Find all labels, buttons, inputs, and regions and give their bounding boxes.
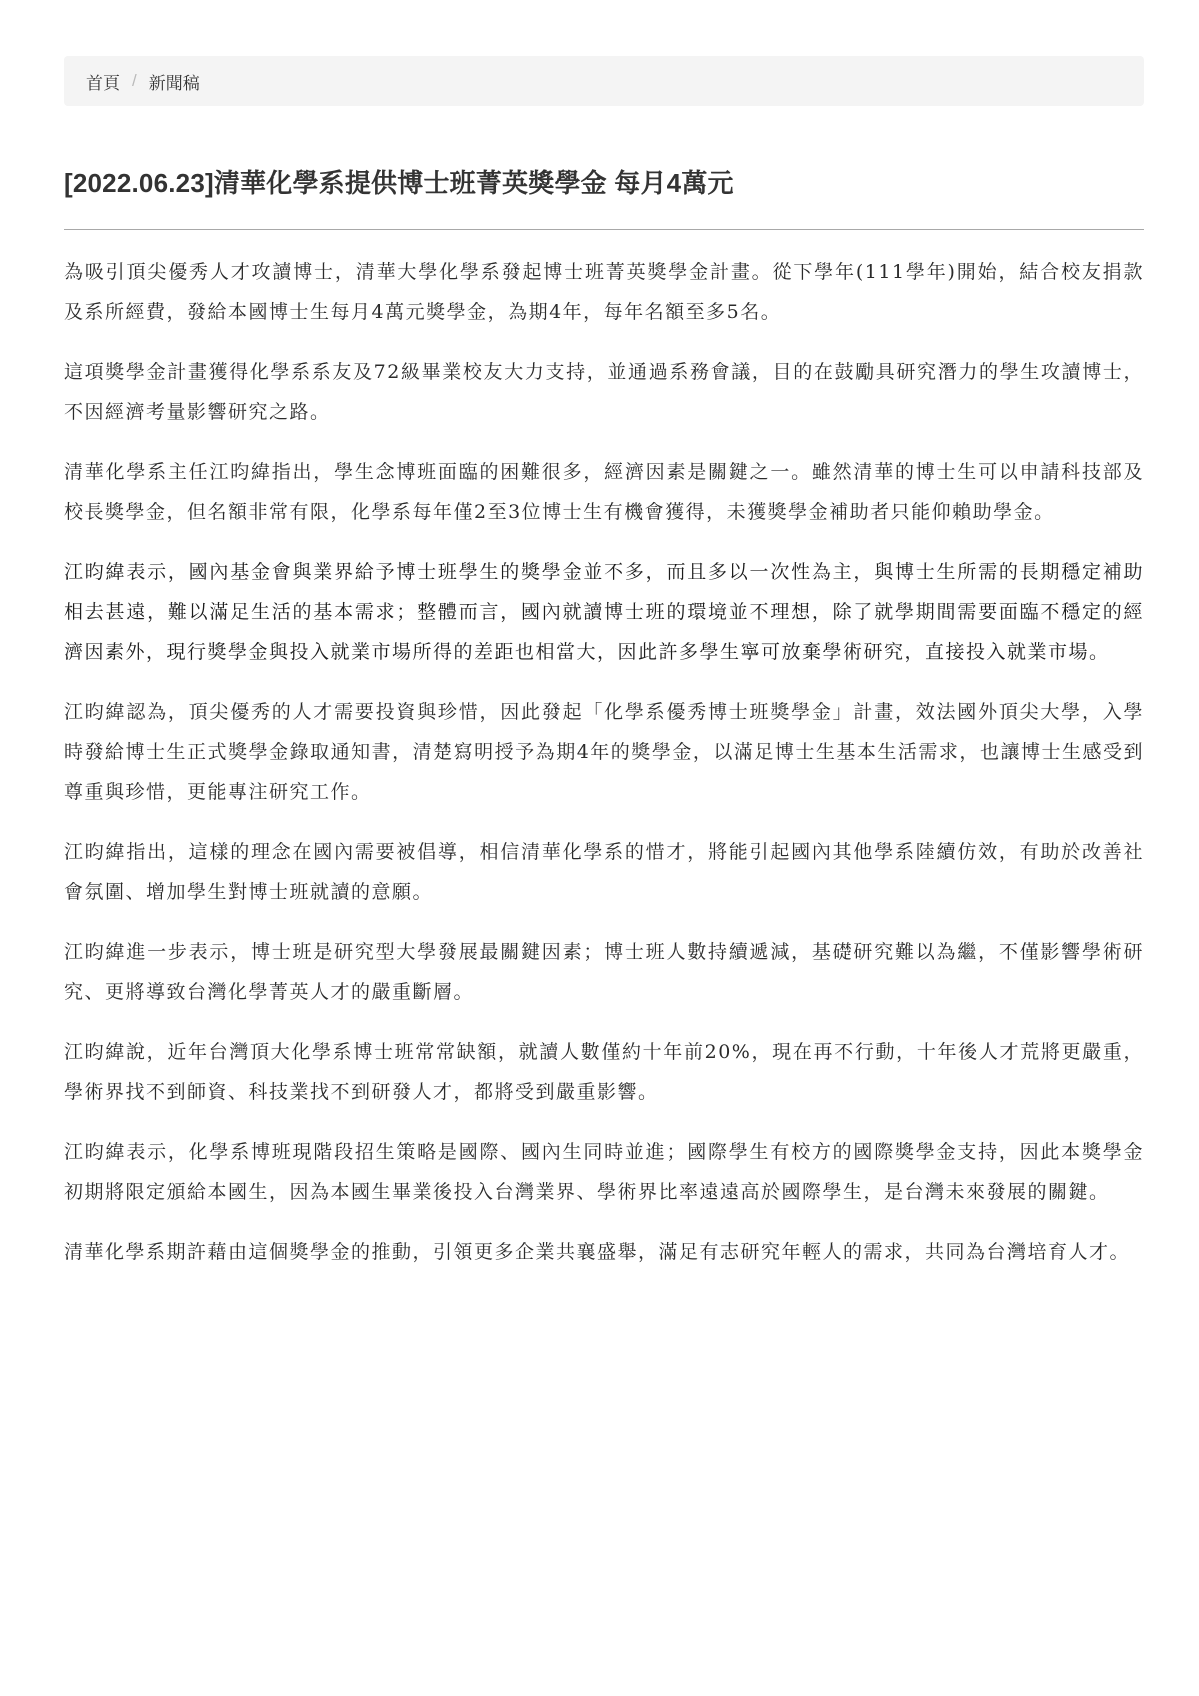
article-paragraph: 清華化學系期許藉由這個獎學金的推動，引領更多企業共襄盛舉，滿足有志研究年輕人的需求，共同為台灣培育人才。 xyxy=(64,1241,1131,1263)
article-paragraph: 江昀緯指出，這樣的理念在國內需要被倡導，相信清華化學系的惜才，將能引起國內其他學系陸續仿效，有助於改善社會氛圍、增加學生對博士班就讀的意願。 xyxy=(64,841,1144,903)
article-paragraph: 這項獎學金計畫獲得化學系系友及72級畢業校友大力支持，並通過系務會議，目的在鼓勵具研究潛力的學生攻讀博士，不因經濟考量影響研究之路。 xyxy=(64,361,1144,423)
page-title: [2022.06.23]清華化學系提供博士班菁英獎學金 每月4萬元 xyxy=(64,168,734,198)
breadcrumb-current: 新聞稿 xyxy=(148,73,200,93)
article-paragraph: 為吸引頂尖優秀人才攻讀博士，清華大學化學系發起博士班菁英獎學金計畫。從下學年(111學年)開始，結合校友捐款及系所經費，發給本國博士生每月4萬元獎學金，為期4年，每年名額至多5名。 xyxy=(64,261,1144,323)
article-paragraph: 江昀緯說，近年台灣頂大化學系博士班常常缺額，就讀人數僅約十年前20%，現在再不行動，十年後人才荒將更嚴重，學術界找不到師資、科技業找不到研發人才，都將受到嚴重影響。 xyxy=(64,1041,1144,1103)
article-body xyxy=(64,252,1144,1272)
article-paragraph: 清華化學系主任江昀緯指出，學生念博班面臨的困難很多，經濟因素是關鍵之一。雖然清華的博士生可以申請科技部及校長獎學金，但名額非常有限，化學系每年僅2至3位博士生有機會獲得，未獲獎學金補助者只能仰賴助學金。 xyxy=(64,461,1144,523)
article-paragraph: 江昀緯認為，頂尖優秀的人才需要投資與珍惜，因此發起「化學系優秀博士班獎學金」計畫，效法國外頂尖大學，入學時發給博士生正式獎學金錄取通知書，清楚寫明授予為期4年的獎學金，以滿足博士生基本生活需求，也讓博士生感受到尊重與珍惜，更能專注研究工作。 xyxy=(64,701,1144,803)
breadcrumb-home-link[interactable]: 首頁 xyxy=(86,73,120,93)
breadcrumb-separator: / xyxy=(132,71,137,90)
article-paragraph: 江昀緯進一步表示，博士班是研究型大學發展最關鍵因素；博士班人數持續遞減，基礎研究難以為繼，不僅影響學術研究、更將導致台灣化學菁英人才的嚴重斷層。 xyxy=(64,941,1144,1003)
page-container xyxy=(64,56,1144,1292)
article-paragraph: 江昀緯表示，國內基金會與業界給予博士班學生的獎學金並不多，而且多以一次性為主，與博士生所需的長期穩定補助相去甚遠，難以滿足生活的基本需求；整體而言，國內就讀博士班的環境並不理想，除了就學期間需要面臨不穩定的經濟因素外，現行獎學金與投入就業市場所得的差距也相當大，因此許多學生寧可放棄學術研究，直接投入就業市場。 xyxy=(64,561,1144,663)
title-divider xyxy=(64,229,1144,230)
article-paragraph: 江昀緯表示，化學系博班現階段招生策略是國際、國內生同時並進；國際學生有校方的國際獎學金支持，因此本獎學金初期將限定頒給本國生，因為本國生畢業後投入台灣業界、學術界比率遠遠高於國際學生，是台灣未來發展的關鍵。 xyxy=(64,1141,1144,1203)
breadcrumb xyxy=(64,56,1144,106)
